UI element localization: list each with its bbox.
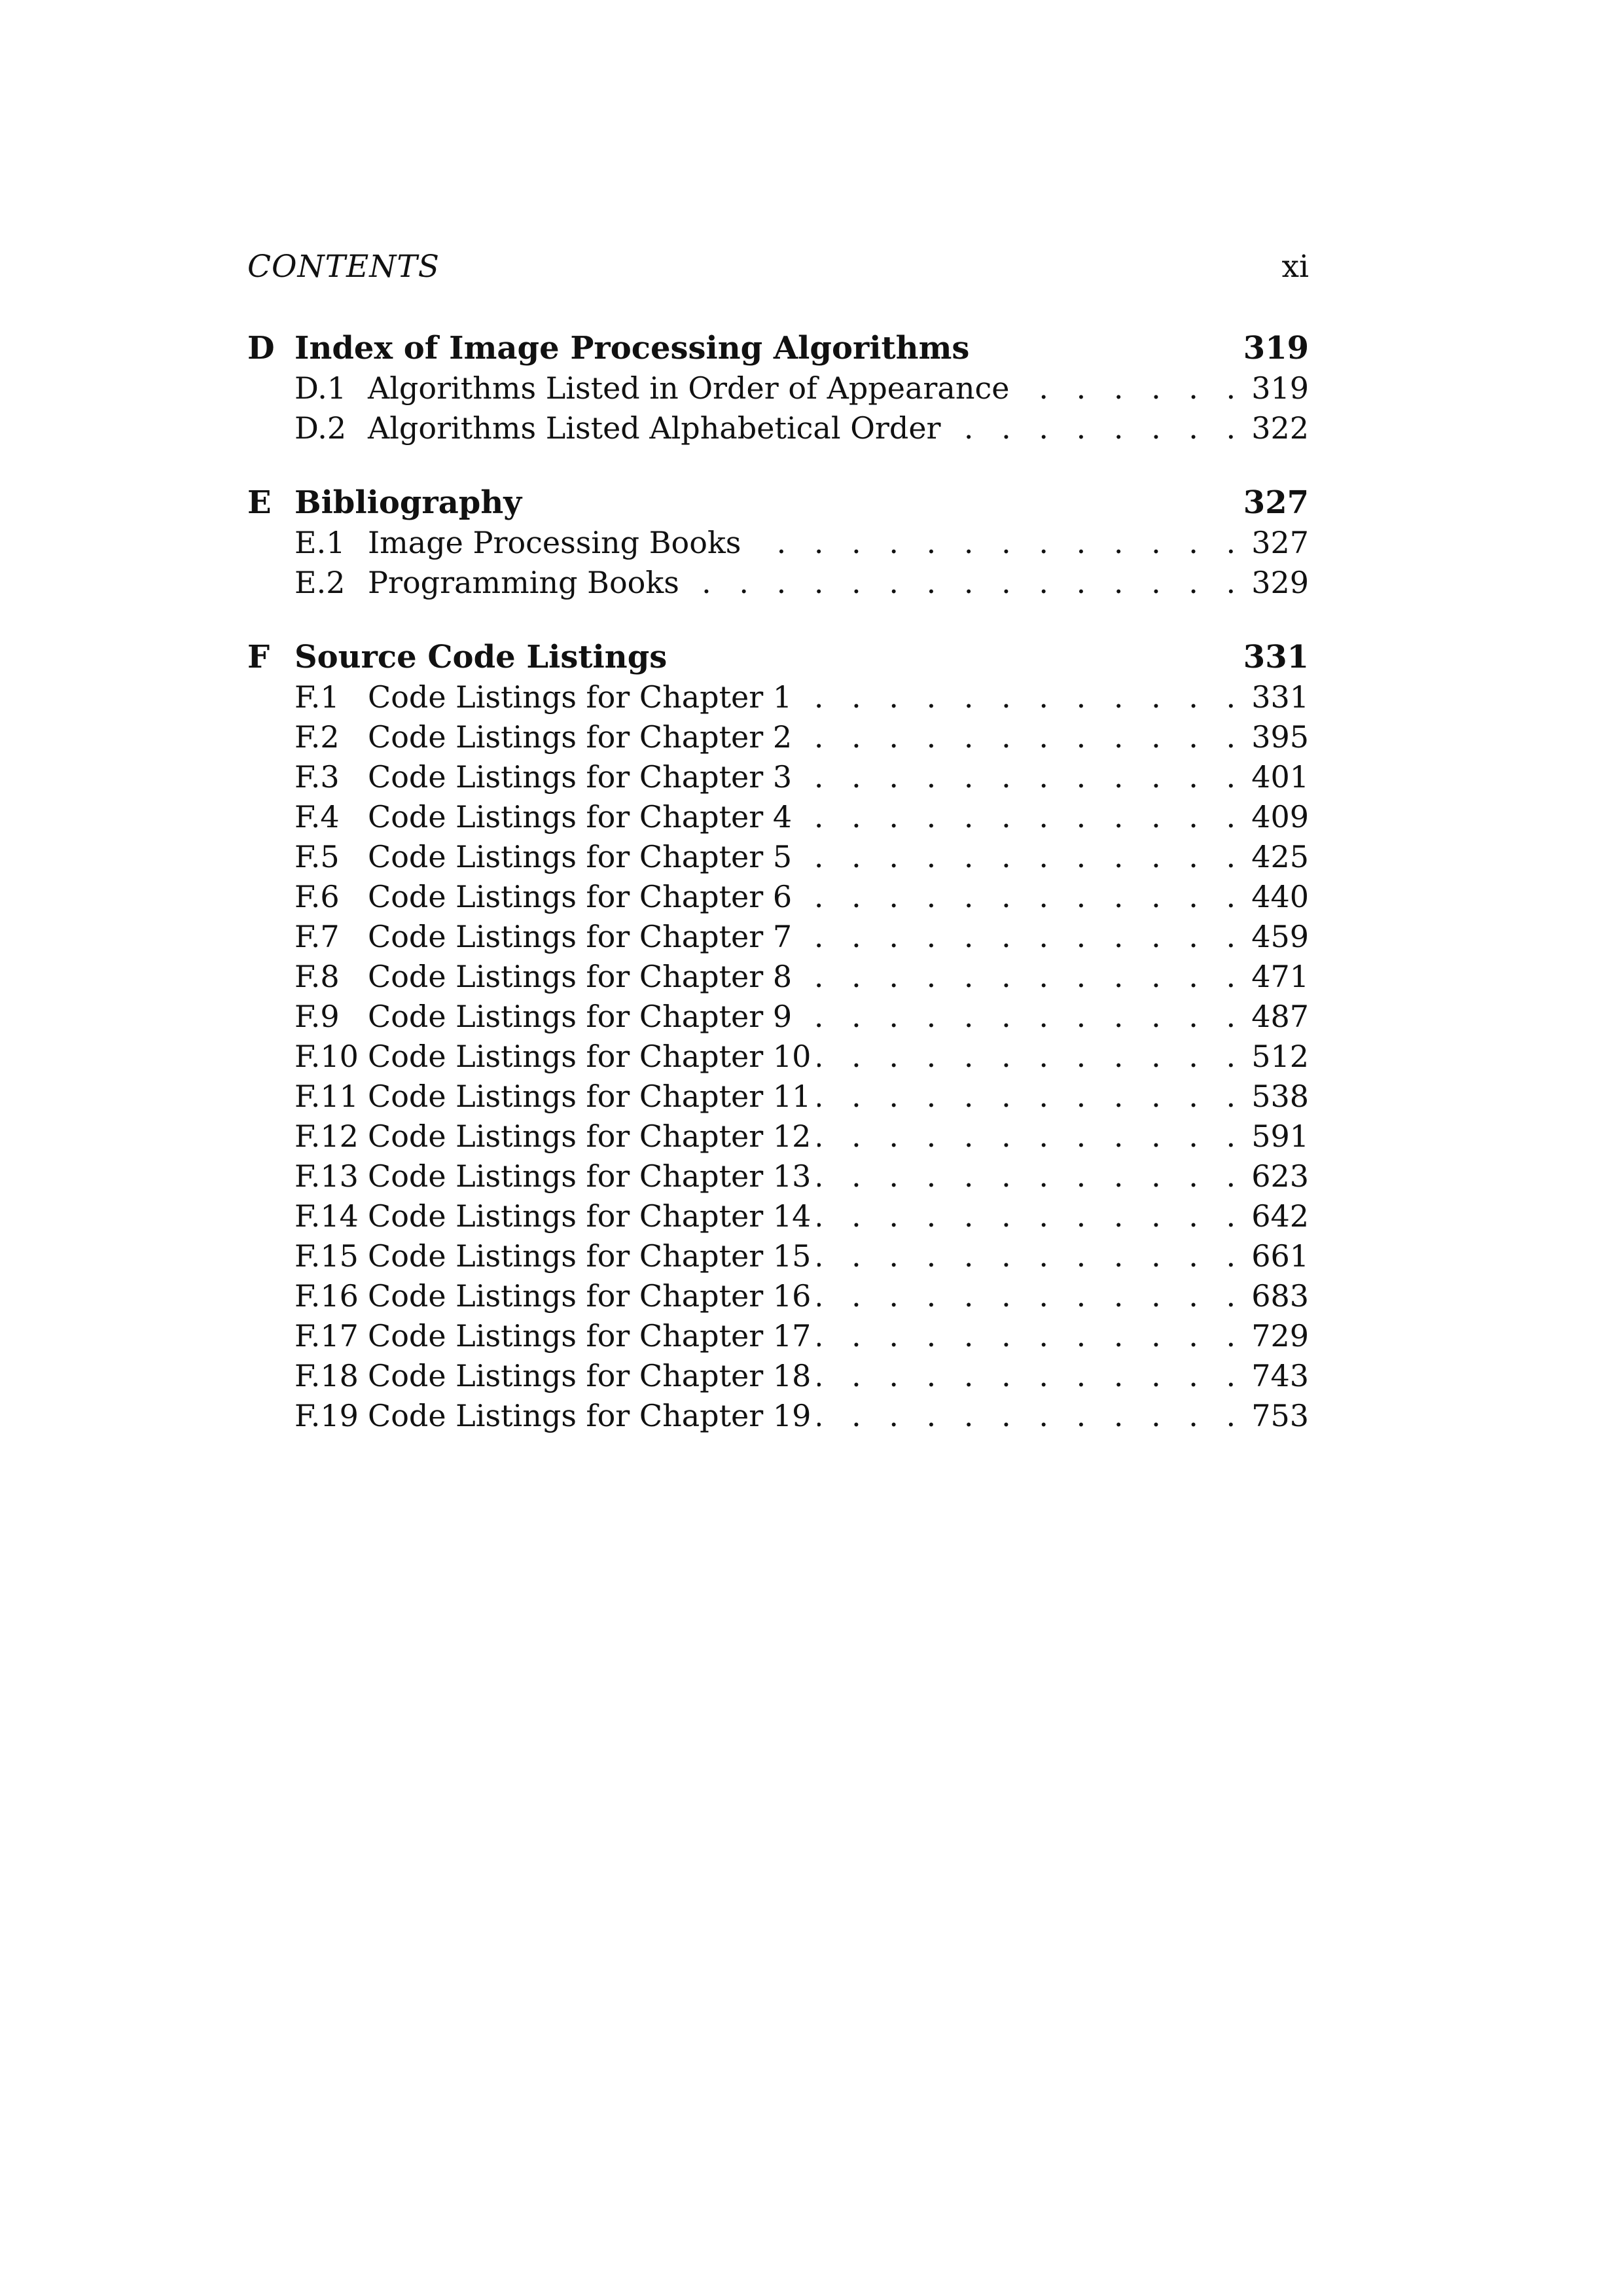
section-number: F.18 bbox=[294, 1358, 359, 1393]
section-number: F.14 bbox=[294, 1198, 359, 1234]
toc-section-entry[interactable] bbox=[247, 410, 1309, 450]
toc-chapter-f bbox=[247, 639, 1309, 1438]
chapter-letter: F bbox=[247, 639, 270, 675]
dot-leader bbox=[817, 1358, 1245, 1393]
running-header bbox=[247, 249, 1309, 301]
section-title: Algorithms Listed Alphabetical Order bbox=[368, 410, 941, 446]
section-title: Code Listings for Chapter 17 bbox=[368, 1318, 812, 1354]
section-number: F.10 bbox=[294, 1039, 359, 1074]
chapter-letter: E bbox=[247, 484, 272, 521]
section-number: D.1 bbox=[294, 370, 347, 406]
section-number: F.17 bbox=[294, 1318, 359, 1354]
running-header-page-number: xi bbox=[1281, 249, 1309, 285]
section-number: F.7 bbox=[294, 919, 340, 954]
section-number: D.2 bbox=[294, 410, 347, 446]
section-page-number: 401 bbox=[1251, 759, 1309, 795]
toc-section-entry[interactable] bbox=[247, 879, 1309, 919]
toc-section-entry[interactable] bbox=[247, 839, 1309, 879]
section-number: F.1 bbox=[294, 679, 340, 715]
section-title: Code Listings for Chapter 18 bbox=[368, 1358, 812, 1393]
section-page-number: 327 bbox=[1251, 525, 1309, 560]
section-page-number: 753 bbox=[1251, 1398, 1309, 1433]
toc-chapter-d bbox=[247, 330, 1309, 450]
section-title: Algorithms Listed in Order of Appearance bbox=[368, 370, 1010, 406]
section-number: F.13 bbox=[294, 1158, 359, 1194]
section-number: E.2 bbox=[294, 565, 346, 600]
section-title: Code Listings for Chapter 3 bbox=[368, 759, 793, 795]
toc-section-entry[interactable] bbox=[247, 1079, 1309, 1119]
toc-section-entry[interactable] bbox=[247, 1119, 1309, 1158]
section-title: Image Processing Books bbox=[368, 525, 741, 560]
dot-leader bbox=[817, 1039, 1245, 1074]
section-page-number: 322 bbox=[1251, 410, 1309, 446]
section-number: F.16 bbox=[294, 1278, 359, 1314]
section-page-number: 425 bbox=[1251, 839, 1309, 874]
section-title: Code Listings for Chapter 5 bbox=[368, 839, 793, 874]
toc-section-entry[interactable] bbox=[247, 1318, 1309, 1358]
section-page-number: 642 bbox=[1251, 1198, 1309, 1234]
section-number: F.15 bbox=[294, 1238, 359, 1274]
section-title: Code Listings for Chapter 19 bbox=[368, 1398, 812, 1433]
chapter-page-number: 331 bbox=[1243, 639, 1309, 675]
section-title: Programming Books bbox=[368, 565, 679, 600]
toc-section-entry[interactable] bbox=[247, 719, 1309, 759]
section-title: Code Listings for Chapter 15 bbox=[368, 1238, 812, 1274]
section-title: Code Listings for Chapter 9 bbox=[368, 999, 793, 1034]
chapter-letter: D bbox=[247, 330, 275, 367]
section-number: F.2 bbox=[294, 719, 340, 755]
section-page-number: 331 bbox=[1251, 679, 1309, 715]
section-page-number: 319 bbox=[1251, 370, 1309, 406]
toc-section-entry[interactable] bbox=[247, 1398, 1309, 1438]
toc-section-entry[interactable] bbox=[247, 759, 1309, 799]
dot-leader bbox=[798, 799, 1245, 834]
chapter-title: Bibliography bbox=[294, 484, 522, 521]
running-header-title: CONTENTS bbox=[247, 249, 440, 285]
toc-chapter-e bbox=[247, 484, 1309, 605]
section-page-number: 395 bbox=[1251, 719, 1309, 755]
section-title: Code Listings for Chapter 7 bbox=[368, 919, 793, 954]
toc-chapter-entry[interactable] bbox=[247, 484, 1309, 525]
dot-leader bbox=[798, 999, 1245, 1034]
dot-leader bbox=[817, 1079, 1245, 1114]
dot-leader bbox=[798, 759, 1245, 795]
section-page-number: 729 bbox=[1251, 1318, 1309, 1354]
section-page-number: 487 bbox=[1251, 999, 1309, 1034]
chapter-title: Index of Image Processing Algorithms bbox=[294, 330, 970, 367]
section-number: F.4 bbox=[294, 799, 340, 834]
dot-leader bbox=[798, 959, 1245, 994]
chapter-title: Source Code Listings bbox=[294, 639, 668, 675]
section-title: Code Listings for Chapter 1 bbox=[368, 679, 793, 715]
toc-section-entry[interactable] bbox=[247, 525, 1309, 565]
section-number: F.6 bbox=[294, 879, 340, 914]
section-number: F.9 bbox=[294, 999, 340, 1034]
dot-leader bbox=[798, 679, 1245, 715]
dot-leader bbox=[747, 525, 1245, 560]
toc-section-entry[interactable] bbox=[247, 799, 1309, 839]
section-page-number: 512 bbox=[1251, 1039, 1309, 1074]
dot-leader bbox=[817, 1278, 1245, 1314]
section-number: E.1 bbox=[294, 525, 346, 560]
toc-section-entry[interactable] bbox=[247, 370, 1309, 410]
toc-section-entry[interactable] bbox=[247, 1358, 1309, 1398]
section-title: Code Listings for Chapter 10 bbox=[368, 1039, 812, 1074]
dot-leader bbox=[686, 565, 1245, 600]
section-number: F.11 bbox=[294, 1079, 359, 1114]
section-number: F.5 bbox=[294, 839, 340, 874]
toc-section-entry[interactable] bbox=[247, 1238, 1309, 1278]
chapter-page-number: 319 bbox=[1243, 330, 1309, 367]
section-title: Code Listings for Chapter 12 bbox=[368, 1119, 812, 1154]
section-page-number: 743 bbox=[1251, 1358, 1309, 1393]
section-page-number: 409 bbox=[1251, 799, 1309, 834]
chapter-page-number: 327 bbox=[1243, 484, 1309, 521]
section-number: F.19 bbox=[294, 1398, 359, 1433]
section-page-number: 538 bbox=[1251, 1079, 1309, 1114]
section-page-number: 591 bbox=[1251, 1119, 1309, 1154]
toc-section-entry[interactable] bbox=[247, 919, 1309, 959]
dot-leader bbox=[817, 1238, 1245, 1274]
toc-chapter-entry[interactable] bbox=[247, 330, 1309, 370]
section-page-number: 471 bbox=[1251, 959, 1309, 994]
dot-leader bbox=[817, 1198, 1245, 1234]
dot-leader bbox=[798, 839, 1245, 874]
dot-leader bbox=[1016, 370, 1245, 406]
toc-page bbox=[247, 249, 1309, 1472]
toc-section-entry[interactable] bbox=[247, 1278, 1309, 1318]
toc-section-entry[interactable] bbox=[247, 679, 1309, 719]
dot-leader bbox=[798, 919, 1245, 954]
section-title: Code Listings for Chapter 13 bbox=[368, 1158, 812, 1194]
section-title: Code Listings for Chapter 2 bbox=[368, 719, 793, 755]
toc-section-entry[interactable] bbox=[247, 999, 1309, 1039]
dot-leader bbox=[817, 1158, 1245, 1194]
section-page-number: 440 bbox=[1251, 879, 1309, 914]
toc-section-entry[interactable] bbox=[247, 565, 1309, 605]
section-number: F.8 bbox=[294, 959, 340, 994]
section-page-number: 329 bbox=[1251, 565, 1309, 600]
section-number: F.12 bbox=[294, 1119, 359, 1154]
section-number: F.3 bbox=[294, 759, 340, 795]
section-page-number: 683 bbox=[1251, 1278, 1309, 1314]
dot-leader bbox=[817, 1318, 1245, 1354]
section-title: Code Listings for Chapter 16 bbox=[368, 1278, 812, 1314]
section-title: Code Listings for Chapter 8 bbox=[368, 959, 793, 994]
dot-leader bbox=[817, 1398, 1245, 1433]
toc-section-entry[interactable] bbox=[247, 1158, 1309, 1198]
section-page-number: 661 bbox=[1251, 1238, 1309, 1274]
toc-section-entry[interactable] bbox=[247, 1198, 1309, 1238]
section-title: Code Listings for Chapter 11 bbox=[368, 1079, 812, 1114]
section-title: Code Listings for Chapter 4 bbox=[368, 799, 793, 834]
dot-leader bbox=[798, 719, 1245, 755]
section-title: Code Listings for Chapter 14 bbox=[368, 1198, 812, 1234]
dot-leader bbox=[798, 879, 1245, 914]
dot-leader bbox=[948, 410, 1245, 446]
toc-chapter-entry[interactable] bbox=[247, 639, 1309, 679]
section-page-number: 623 bbox=[1251, 1158, 1309, 1194]
section-title: Code Listings for Chapter 6 bbox=[368, 879, 793, 914]
toc-section-entry[interactable] bbox=[247, 1039, 1309, 1079]
section-page-number: 459 bbox=[1251, 919, 1309, 954]
dot-leader bbox=[817, 1119, 1245, 1154]
toc-section-entry[interactable] bbox=[247, 959, 1309, 999]
